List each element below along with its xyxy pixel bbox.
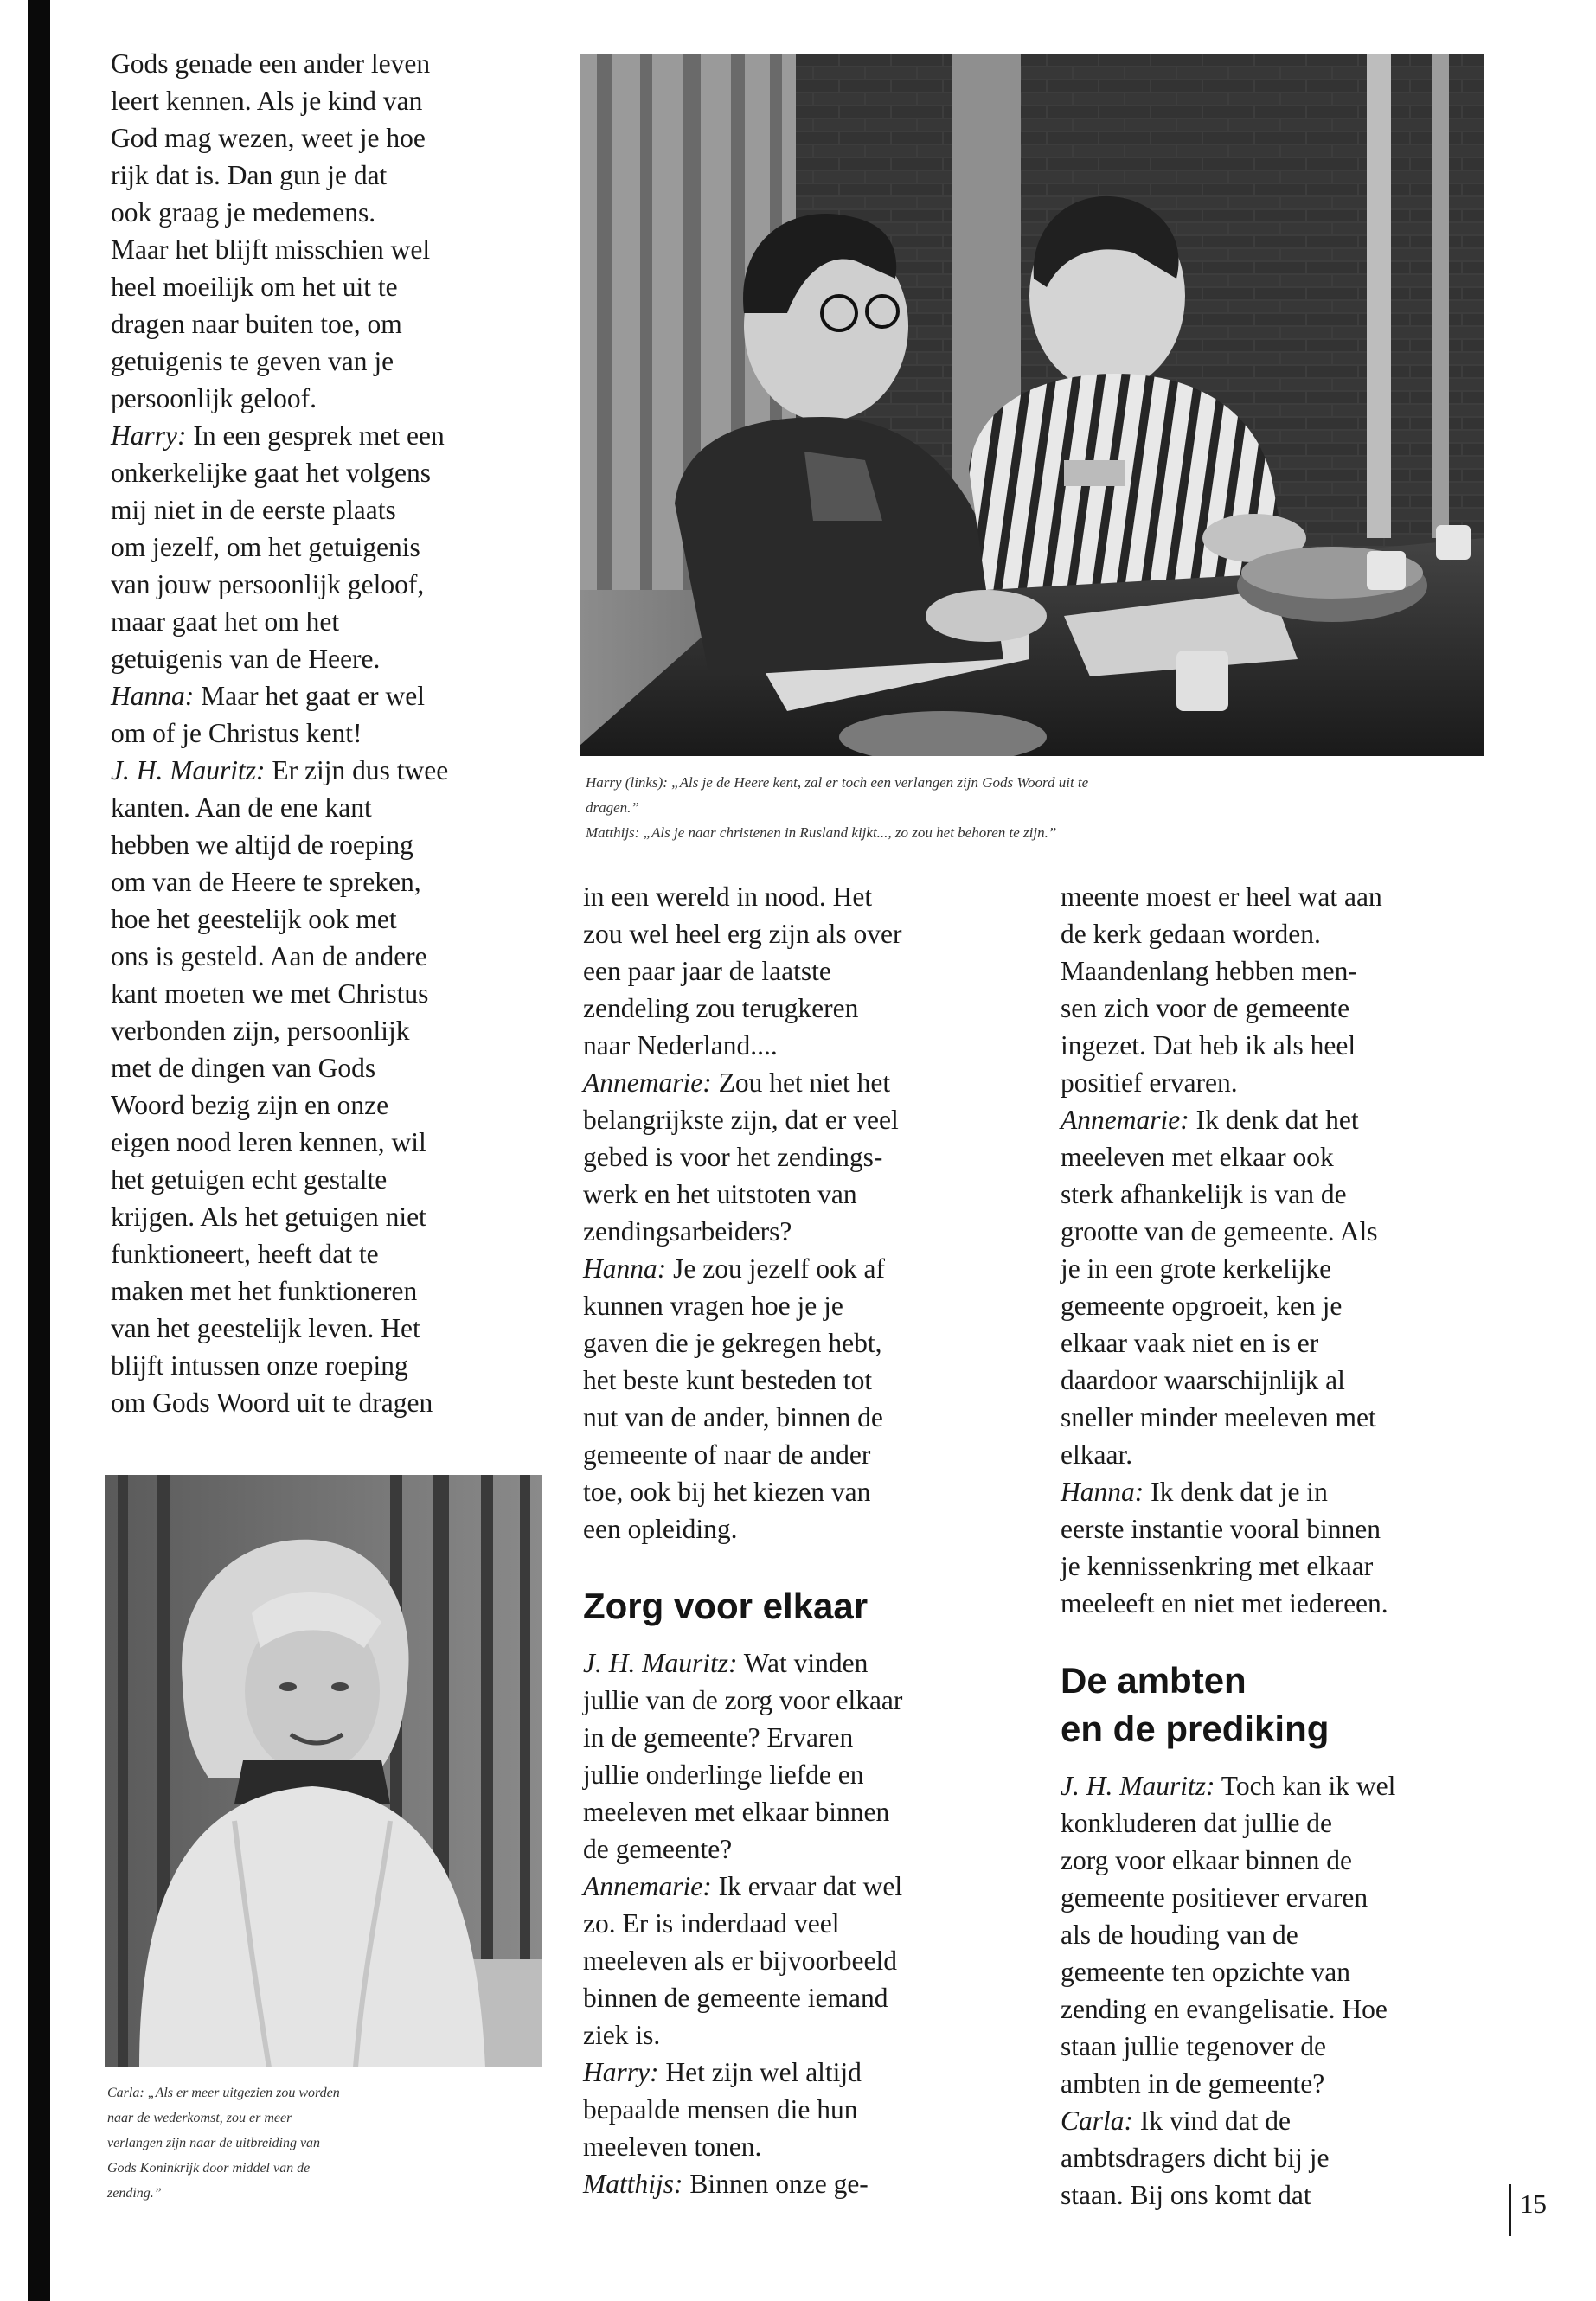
text-line: daardoor waarschijnlijk al: [1061, 1365, 1345, 1395]
caption-line: Matthijs: „Als je naar christenen in Rusland kijkt..., zo zou het behoren te zijn.”: [586, 824, 1057, 841]
text-line: rijk dat is. Dan gun je dat: [111, 160, 388, 190]
speaker-mauritz: J. H. Mauritz:: [111, 755, 266, 785]
text-line: mij niet in de eerste plaats: [111, 495, 396, 525]
text-line: van het geestelijk leven. Het: [111, 1313, 420, 1343]
text-line: ook graag je medemens.: [111, 197, 376, 228]
text-line: [583, 2054, 1016, 2091]
text-line: jullie van de zorg voor elkaar: [583, 1685, 903, 1715]
text-line: hoe het geestelijk ook met: [111, 904, 397, 934]
right-margin-rule: [1509, 2184, 1511, 2236]
text-line: [111, 752, 543, 789]
text-line: [111, 417, 543, 454]
caption-line: Carla: „Als er meer uitgezien zou worden: [107, 2086, 340, 2100]
column-2: [583, 878, 1016, 2202]
text-line: werk en het uitstoten van: [583, 1179, 857, 1209]
text-line: [1061, 1101, 1493, 1138]
text-line: gemeente of naar de ander: [583, 1439, 871, 1470]
speaker-hanna: Hanna:: [111, 681, 195, 711]
speaker-harry: Harry:: [583, 2057, 659, 2087]
text-line: [583, 1064, 1016, 1101]
text-line: zendingsarbeiders?: [583, 1216, 792, 1247]
text-line: binnen de gemeente iemand: [583, 1983, 888, 2013]
text-line: staan jullie tegenover de: [1061, 2031, 1327, 2061]
text-line: meeleeft en niet met iedereen.: [1061, 1588, 1388, 1618]
text-line: zo. Er is inderdaad veel: [583, 1908, 840, 1939]
caption-line: zending.”: [107, 2186, 162, 2201]
column-1: [111, 45, 543, 1421]
caption-line: Harry (links): „Als je de Heere kent, zal er toch een verlangen zijn Gods Woord uit te: [586, 774, 1089, 791]
text-line: meeleven met elkaar ook: [1061, 1142, 1334, 1172]
text-line: funktioneert, heeft dat te: [111, 1239, 379, 1269]
photo-carla-image: [105, 1475, 542, 2067]
text-line: maken met het funktioneren: [111, 1276, 418, 1306]
text-line: [111, 677, 543, 715]
speaker-matthijs: Matthijs:: [583, 2169, 683, 2199]
text-line: om of je Christus kent!: [111, 718, 362, 748]
text-line: nut van de ander, binnen de: [583, 1402, 883, 1433]
text-line: sen zich voor de gemeente: [1061, 993, 1350, 1023]
text-line: zendeling zou terugkeren: [583, 993, 859, 1023]
text-line: God mag wezen, weet je hoe: [111, 123, 426, 153]
text-line: staan. Bij ons komt dat: [1061, 2180, 1311, 2210]
section-heading-ambten: [1061, 1657, 1493, 1753]
photo-harry-matthijs: [580, 54, 1484, 756]
text-line: leert kennen. Als je kind van: [111, 86, 423, 116]
text-run: Ik denk dat je in: [1144, 1477, 1328, 1507]
speaker-annemarie: Annemarie:: [583, 1871, 712, 1901]
text-line: [583, 1250, 1016, 1287]
text-run: Toch kan ik wel: [1215, 1771, 1396, 1801]
text-line: toe, ook bij het kiezen van: [583, 1477, 871, 1507]
text-line: [1061, 2102, 1493, 2139]
text-line: krijgen. Als het getuigen niet: [111, 1202, 426, 1232]
section-heading-line: en de prediking: [1061, 1708, 1330, 1749]
text-line: belangrijkste zijn, dat er veel: [583, 1105, 899, 1135]
text-line: meeleven met elkaar binnen: [583, 1797, 890, 1827]
section-heading-line: De ambten: [1061, 1660, 1247, 1701]
caption-line: Gods Koninkrijk door middel van de: [107, 2161, 311, 2176]
text-line: kunnen vragen hoe je je: [583, 1291, 843, 1321]
text-line: gaven die je gekregen hebt,: [583, 1328, 882, 1358]
text-line: heel moeilijk om het uit te: [111, 272, 398, 302]
text-line: naar Nederland....: [583, 1030, 778, 1061]
text-line: ons is gesteld. Aan de andere: [111, 941, 427, 971]
text-line: meente moest er heel wat aan: [1061, 881, 1382, 912]
text-run: Binnen onze ge-: [683, 2169, 869, 2199]
text-line: een opleiding.: [583, 1514, 738, 1544]
col1-text: [111, 45, 543, 1421]
text-line: verbonden zijn, persoonlijk: [111, 1016, 410, 1046]
text-line: sneller minder meeleven met: [1061, 1402, 1376, 1433]
photo-harry-matthijs-image: [580, 54, 1484, 756]
text-line: [1061, 1767, 1493, 1804]
text-line: zending en evangelisatie. Hoe: [1061, 1994, 1388, 2024]
text-line: eigen nood leren kennen, wil: [111, 1127, 426, 1157]
text-line: het getuigen echt gestalte: [111, 1164, 388, 1195]
text-line: konkluderen dat jullie de: [1061, 1808, 1333, 1838]
text-line: jullie onderlinge liefde en: [583, 1759, 864, 1790]
text-line: gemeente opgroeit, ken je: [1061, 1291, 1343, 1321]
speaker-mauritz: J. H. Mauritz:: [1061, 1771, 1215, 1801]
text-line: je in een grote kerkelijke: [1061, 1253, 1332, 1284]
text-line: Maar het blijft misschien wel: [111, 234, 431, 265]
text-line: in een wereld in nood. Het: [583, 881, 873, 912]
text-line: [1061, 1473, 1493, 1510]
page-number: 15: [1520, 2189, 1547, 2219]
text-line: meeleven tonen.: [583, 2131, 762, 2162]
text-line: elkaar.: [1061, 1439, 1133, 1470]
text-run: Ik vind dat de: [1133, 2106, 1291, 2136]
text-line: gemeente ten opzichte van: [1061, 1957, 1350, 1987]
text-line: maar gaat het om het: [111, 606, 340, 637]
text-line: Woord bezig zijn en onze: [111, 1090, 389, 1120]
speaker-hanna: Hanna:: [583, 1253, 667, 1284]
caption-line: dragen.”: [586, 799, 639, 816]
text-line: blijft intussen onze roeping: [111, 1350, 408, 1381]
text-run: Ik denk dat het: [1189, 1105, 1359, 1135]
text-line: eerste instantie vooral binnen: [1061, 1514, 1381, 1544]
text-line: kant moeten we met Christus: [111, 978, 429, 1009]
text-line: gebed is voor het zendings-: [583, 1142, 883, 1172]
text-line: [583, 1868, 1016, 1905]
binding-edge: [28, 0, 50, 2301]
text-line: [583, 1644, 1016, 1682]
text-line: met de dingen van Gods: [111, 1053, 376, 1083]
text-line: gemeente positiever ervaren: [1061, 1882, 1368, 1913]
text-line: Gods genade een ander leven: [111, 48, 431, 79]
text-line: om Gods Woord uit te dragen: [111, 1388, 433, 1418]
text-line: [583, 2165, 1016, 2202]
text-line: ziek is.: [583, 2020, 661, 2050]
text-run: Zou het niet het: [711, 1067, 891, 1098]
text-line: onkerkelijke gaat het volgens: [111, 458, 432, 488]
speaker-hanna: Hanna:: [1061, 1477, 1144, 1507]
text-line: je kennissenkring met elkaar: [1061, 1551, 1374, 1581]
text-line: een paar jaar de laatste: [583, 956, 831, 986]
text-run: Er zijn dus twee: [265, 755, 449, 785]
text-line: ambten in de gemeente?: [1061, 2068, 1325, 2099]
photo-caption-top: [586, 770, 1485, 845]
column-3: [1061, 878, 1493, 2214]
text-line: grootte van de gemeente. Als: [1061, 1216, 1378, 1247]
photo-caption-carla: [107, 2080, 544, 2206]
text-run: Wat vinden: [737, 1648, 869, 1678]
speaker-annemarie: Annemarie:: [583, 1067, 712, 1098]
text-run: Ik ervaar dat wel: [711, 1871, 903, 1901]
section-heading-zorg: Zorg voor elkaar: [583, 1586, 869, 1626]
text-line: getuigenis van de Heere.: [111, 644, 381, 674]
text-line: dragen naar buiten toe, om: [111, 309, 402, 339]
text-line: positief ervaren.: [1061, 1067, 1238, 1098]
text-line: kanten. Aan de ene kant: [111, 792, 372, 823]
text-run: Het zijn wel altijd: [658, 2057, 862, 2087]
caption-line: naar de wederkomst, zou er meer: [107, 2111, 292, 2125]
text-run: Je zou jezelf ook af: [666, 1253, 886, 1284]
text-line: sterk afhankelijk is van de: [1061, 1179, 1347, 1209]
text-line: bepaalde mensen die hun: [583, 2094, 858, 2125]
text-line: de gemeente?: [583, 1834, 733, 1864]
text-line: ambtsdragers dicht bij je: [1061, 2143, 1330, 2173]
text-line: om van de Heere te spreken,: [111, 867, 421, 897]
photo-carla: [105, 1475, 542, 2067]
text-line: persoonlijk geloof.: [111, 383, 317, 413]
text-run: In een gesprek met een: [186, 420, 445, 451]
text-line: om jezelf, om het getuigenis: [111, 532, 420, 562]
text-line: zou wel heel erg zijn als over: [583, 919, 902, 949]
text-line: de kerk gedaan worden.: [1061, 919, 1321, 949]
speaker-carla: Carla:: [1061, 2106, 1134, 2136]
speaker-annemarie: Annemarie:: [1061, 1105, 1189, 1135]
text-line: Maandenlang hebben men-: [1061, 956, 1357, 986]
speaker-harry: Harry:: [111, 420, 187, 451]
text-line: hebben we altijd de roeping: [111, 830, 413, 860]
text-line: zorg voor elkaar binnen de: [1061, 1845, 1353, 1875]
text-line: van jouw persoonlijk geloof,: [111, 569, 425, 599]
text-line: in de gemeente? Ervaren: [583, 1722, 854, 1753]
text-line: als de houding van de: [1061, 1920, 1298, 1950]
text-line: het beste kunt besteden tot: [583, 1365, 873, 1395]
text-run: Maar het gaat er wel: [194, 681, 425, 711]
speaker-mauritz: J. H. Mauritz:: [583, 1648, 738, 1678]
text-line: getuigenis te geven van je: [111, 346, 394, 376]
text-line: ingezet. Dat heb ik als heel: [1061, 1030, 1356, 1061]
text-line: meeleven als er bijvoorbeeld: [583, 1945, 897, 1976]
text-line: elkaar vaak niet en is er: [1061, 1328, 1319, 1358]
caption-line: verlangen zijn naar de uitbreiding van: [107, 2136, 321, 2150]
